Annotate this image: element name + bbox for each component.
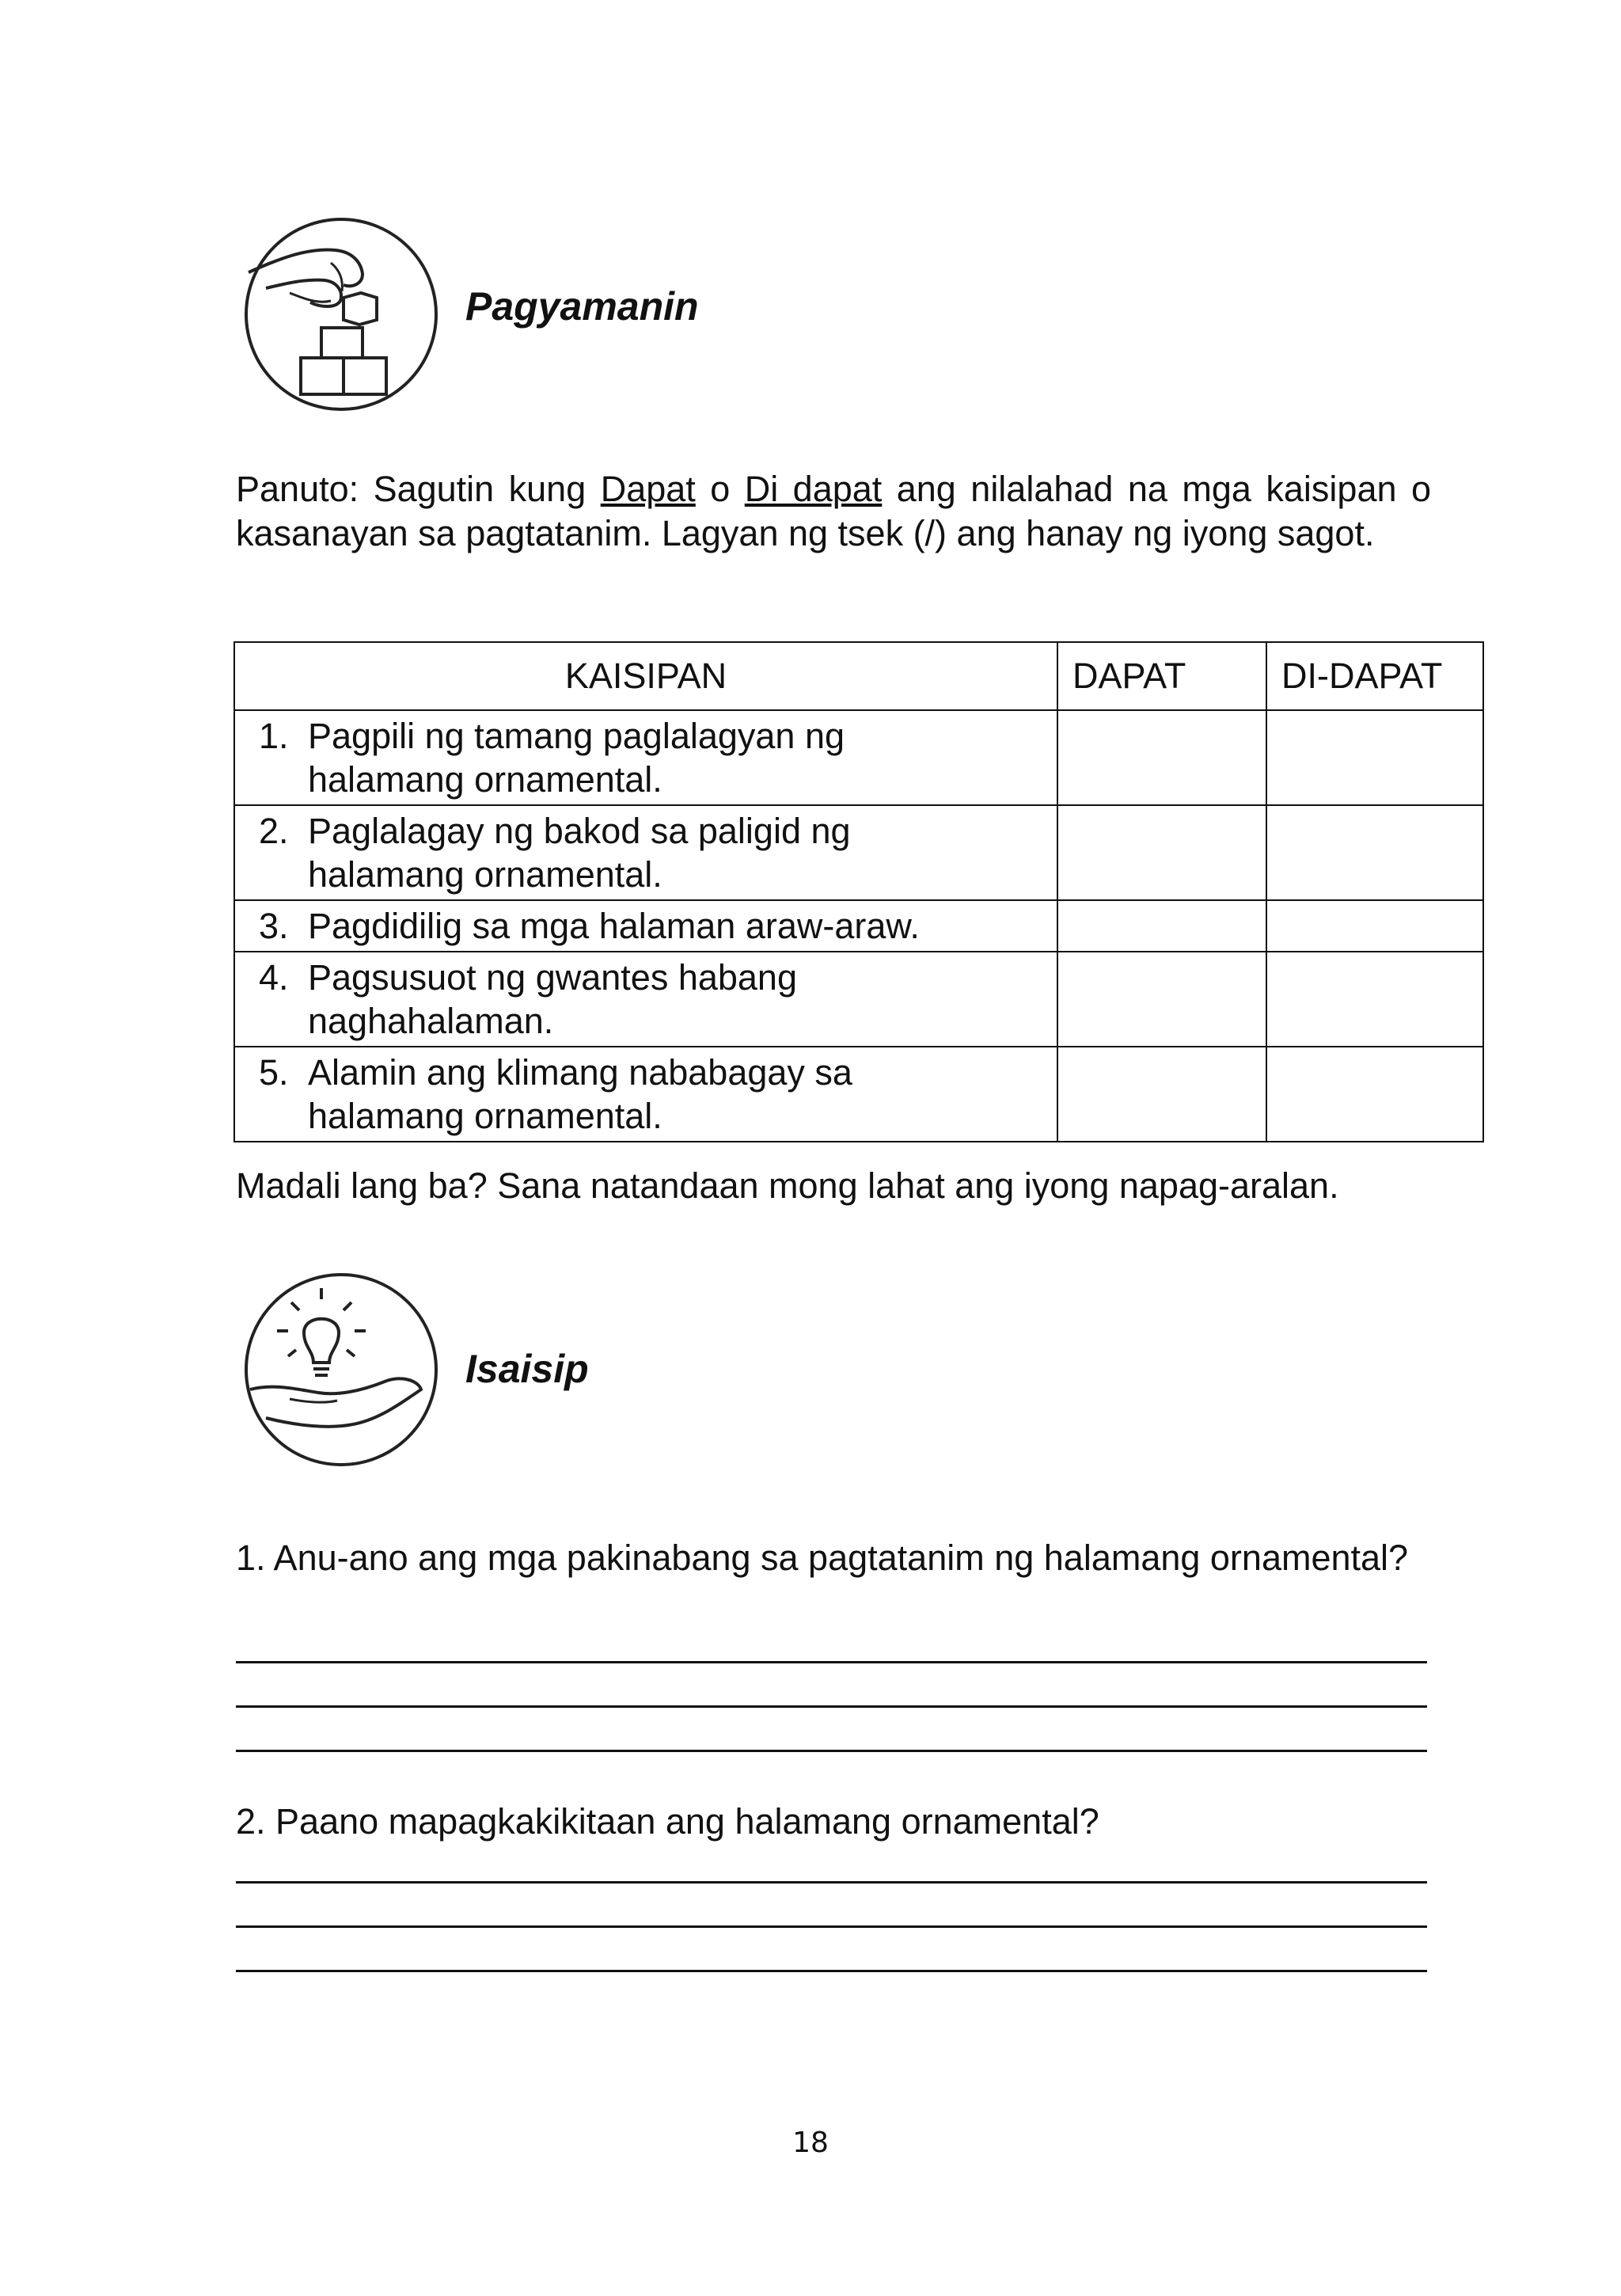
- dapat-check-cell[interactable]: [1057, 805, 1266, 900]
- section-title-isaisip: Isaisip: [465, 1347, 589, 1391]
- answer-line[interactable]: [236, 1881, 1427, 1884]
- dapat-check-cell[interactable]: [1057, 900, 1266, 952]
- answer-line[interactable]: [236, 1750, 1427, 1752]
- table-header-row: [234, 642, 1483, 710]
- item-text-line: Alamin ang klimang nababagay sa: [308, 1052, 852, 1093]
- lightbulb-hand-icon: [242, 1271, 440, 1469]
- kaisipan-cell: [234, 900, 1057, 952]
- answer-line[interactable]: [236, 1661, 1427, 1663]
- item-text-line: halamang ornamental.: [308, 759, 662, 800]
- table-row: [234, 900, 1483, 952]
- instruction-or: o: [695, 469, 745, 509]
- instruction-rest: ang nilalahad na mga kaisipan o kasanayan sa pagtatanim. Lagyan ng tsek (/) ang hanay ng iyong sagot.: [236, 469, 1431, 553]
- closing-text: Madali lang ba? Sana natandaan mong lahat ang iyong napag-aralan.: [236, 1165, 1339, 1206]
- item-number: 5.: [259, 1052, 289, 1093]
- item-text-line: Pagsusuot ng gwantes habang: [308, 957, 797, 998]
- di-dapat-check-cell[interactable]: [1266, 805, 1483, 900]
- item-number: 4.: [259, 957, 289, 998]
- table-row: [234, 952, 1483, 1047]
- header-dapat: DAPAT: [1057, 642, 1266, 710]
- answer-line[interactable]: [236, 1925, 1427, 1928]
- item-number: 2.: [259, 811, 289, 851]
- dapat-check-cell[interactable]: [1057, 952, 1266, 1047]
- item-text-line: Pagpili ng tamang paglalagyan ng: [308, 716, 845, 756]
- table-row: [234, 1047, 1483, 1142]
- di-dapat-check-cell[interactable]: [1266, 900, 1483, 952]
- dapat-check-cell[interactable]: [1057, 710, 1266, 805]
- instruction-paragraph: [236, 467, 1431, 556]
- item-text-line: Paglalagay ng bakod sa paligid ng: [308, 811, 851, 851]
- item-text-line: naghahalaman.: [308, 1001, 554, 1041]
- dapat-term: Dapat: [600, 469, 696, 509]
- item-number: 3.: [259, 906, 289, 946]
- header-di-dapat: DI-DAPAT: [1266, 642, 1483, 710]
- question-1: 1. Anu-ano ang mga pakinabang sa pagtatanim ng halamang ornamental?: [236, 1538, 1409, 1578]
- kaisipan-cell: [234, 805, 1057, 900]
- dapat-check-cell[interactable]: [1057, 1047, 1266, 1142]
- kaisipan-cell: [234, 1047, 1057, 1142]
- question-2: 2. Paano mapagkakikitaan ang halamang ornamental?: [236, 1801, 1099, 1842]
- instruction-prefix: Panuto: Sagutin kung: [236, 469, 601, 509]
- di-dapat-check-cell[interactable]: [1266, 952, 1483, 1047]
- header-kaisipan: KAISIPAN: [234, 642, 1057, 710]
- answer-line[interactable]: [236, 1970, 1427, 1972]
- answer-line[interactable]: [236, 1705, 1427, 1708]
- di-dapat-check-cell[interactable]: [1266, 710, 1483, 805]
- item-text-line: Pagdidilig sa mga halaman araw-araw.: [308, 906, 920, 946]
- di-dapat-check-cell[interactable]: [1266, 1047, 1483, 1142]
- kaisipan-cell: [234, 710, 1057, 805]
- table-row: [234, 710, 1483, 805]
- item-text-line: halamang ornamental.: [308, 854, 662, 895]
- kaisipan-table: [233, 641, 1484, 1142]
- kaisipan-cell: [234, 952, 1057, 1047]
- table-row: [234, 805, 1483, 900]
- di-dapat-term: Di dapat: [744, 469, 883, 509]
- item-text-line: halamang ornamental.: [308, 1096, 662, 1136]
- item-number: 1.: [259, 716, 289, 756]
- stacking-blocks-icon: [242, 215, 440, 413]
- page-number: 18: [792, 2127, 829, 2159]
- section-title-pagyamanin: Pagyamanin: [465, 284, 699, 329]
